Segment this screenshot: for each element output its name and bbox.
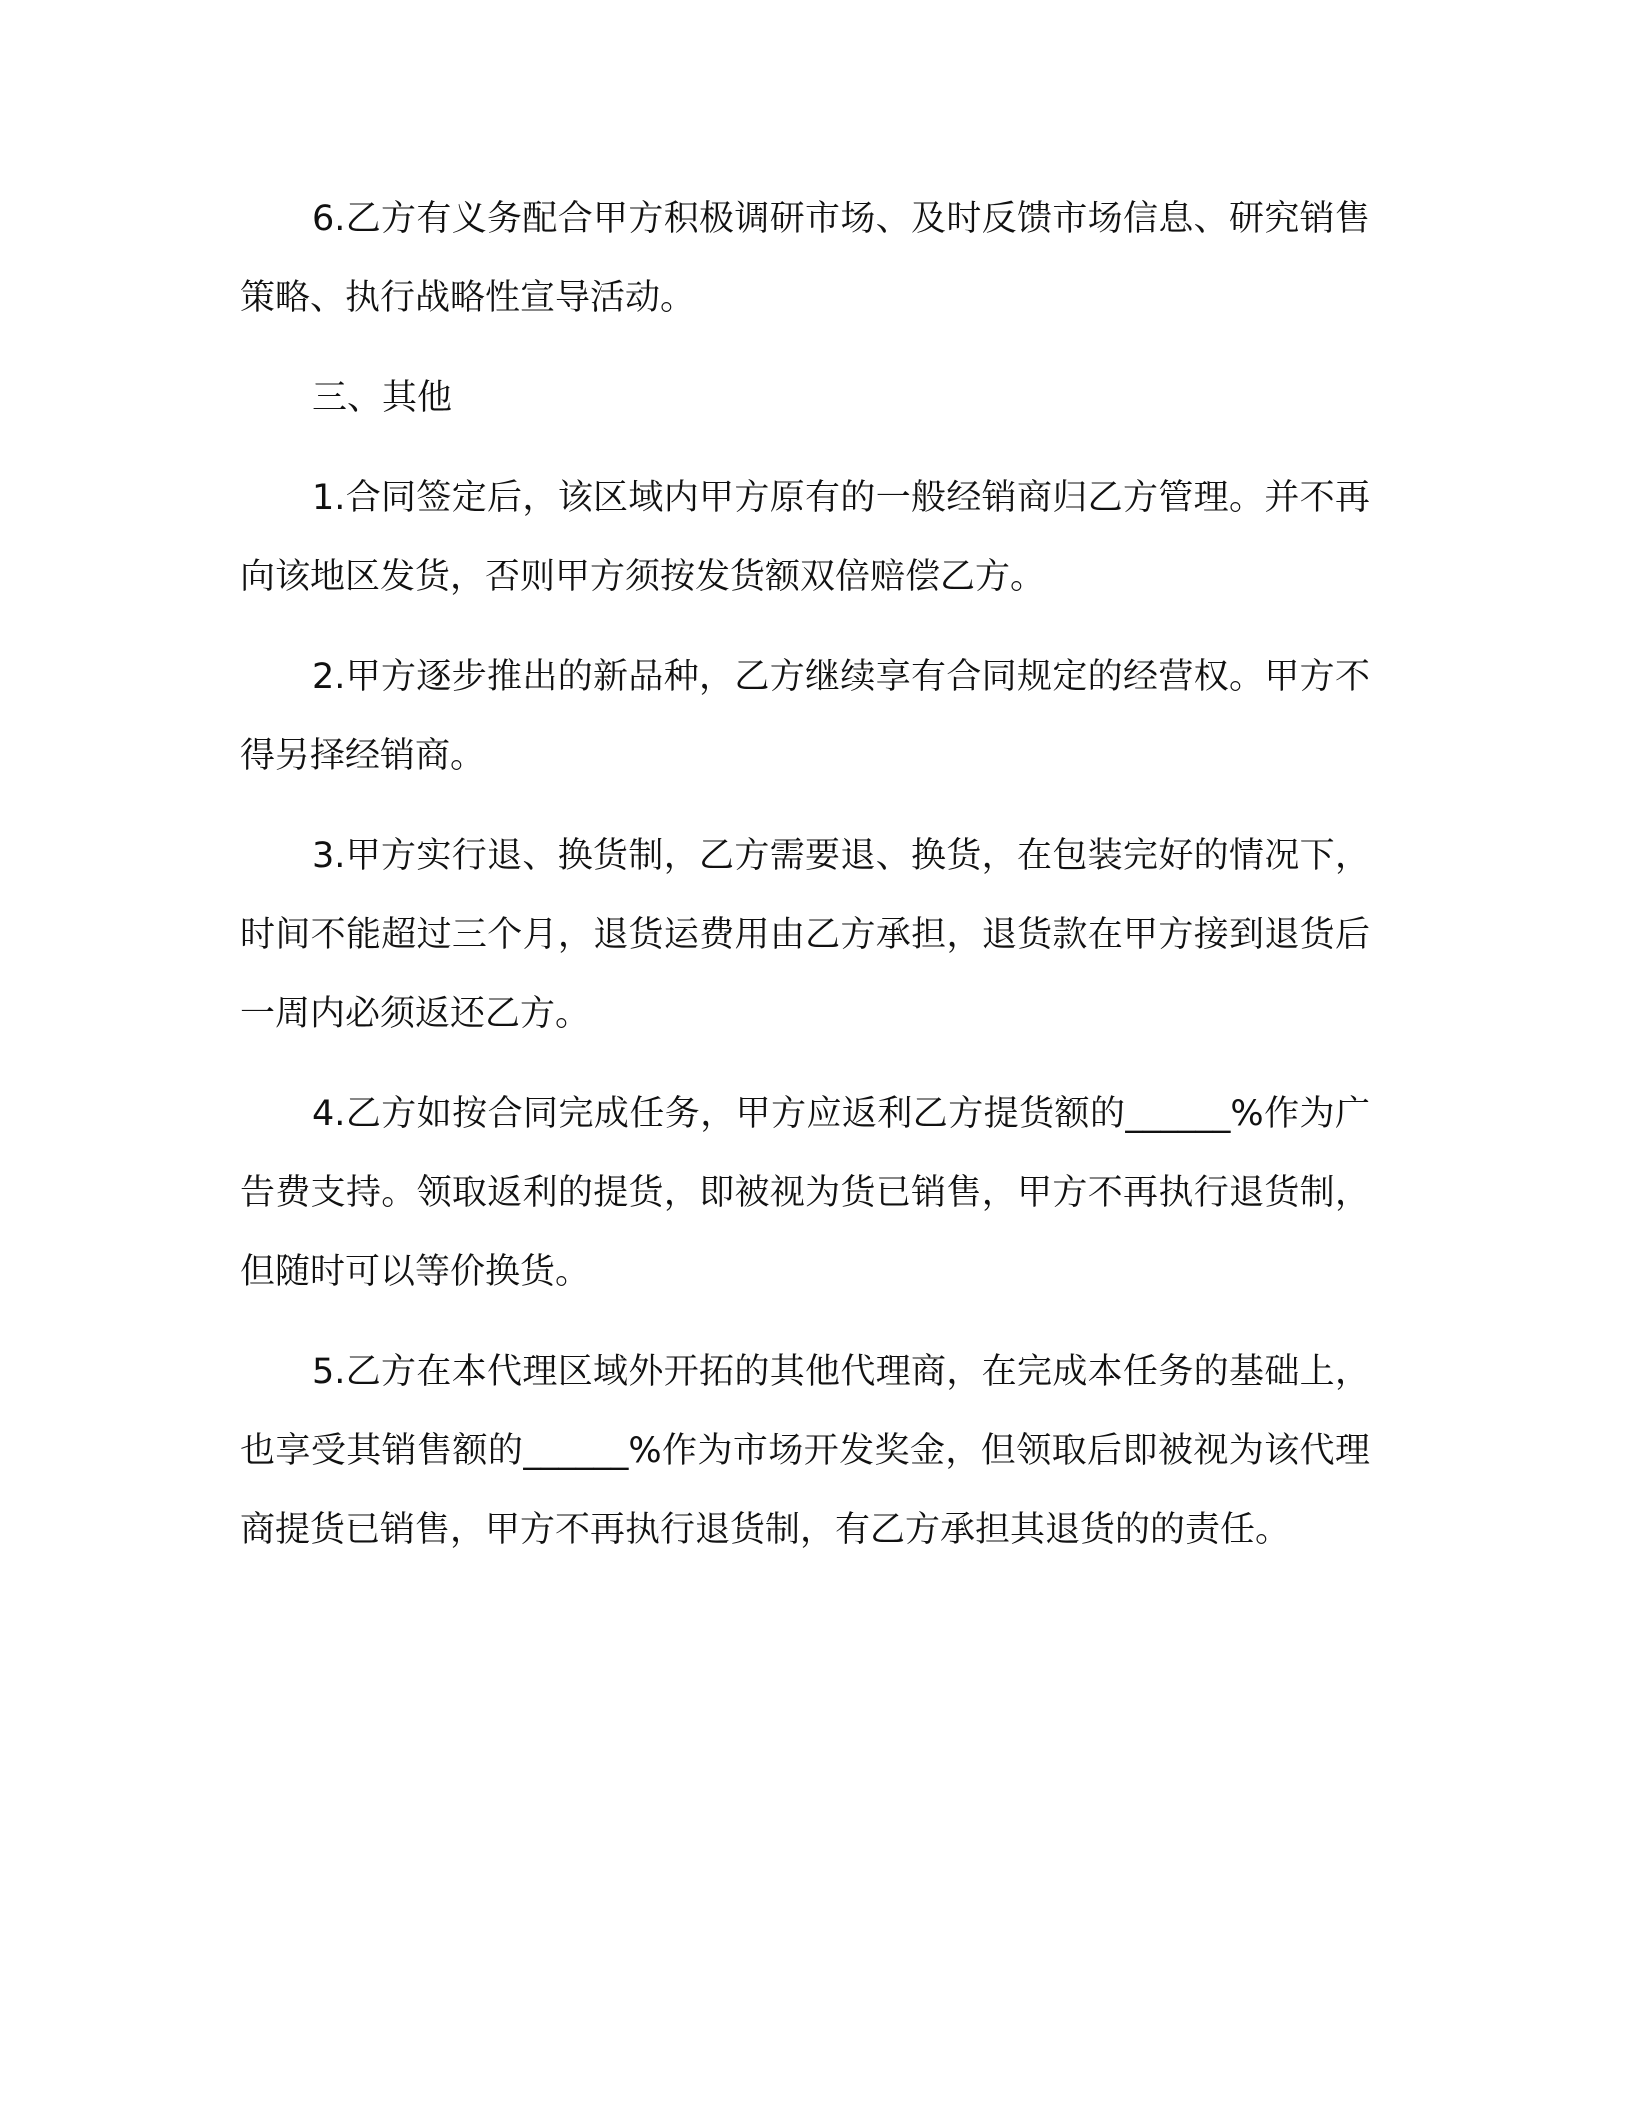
clause-3-2: 2.甲方逐步推出的新品种，乙方继续享有合同规定的经营权。甲方不得另择经销商。: [240, 657, 1370, 776]
clause-3-1: 1.合同签定后，该区域内甲方原有的一般经销商归乙方管理。并不再向该地区发货，否则甲方须按发货额双倍赔偿乙方。: [240, 478, 1370, 597]
document-body: [240, 180, 1370, 1591]
section-heading-other: 三、其他: [312, 378, 453, 418]
clause-2-6: 6.乙方有义务配合甲方积极调研市场、及时反馈市场信息、研究销售策略、执行战略性宣导活动。: [240, 199, 1370, 318]
clause-3-4: 4.乙方如按合同完成任务，甲方应返利乙方提货额的______%作为广告费支持。领取返利的提货，即被视为货已销售，甲方不再执行退货制，但随时可以等价换货。: [240, 1094, 1370, 1292]
clause-3-3: 3.甲方实行退、换货制，乙方需要退、换货，在包装完好的情况下，时间不能超过三个月，退货运费用由乙方承担，退货款在甲方接到退货后一周内必须返还乙方。: [240, 836, 1370, 1034]
clause-3-5: 5.乙方在本代理区域外开拓的其他代理商，在完成本任务的基础上，也享受其销售额的______%作为市场开发奖金，但领取后即被视为该代理商提货已销售，甲方不再执行退货制，有乙方承担其退货的的责任。: [240, 1352, 1370, 1550]
